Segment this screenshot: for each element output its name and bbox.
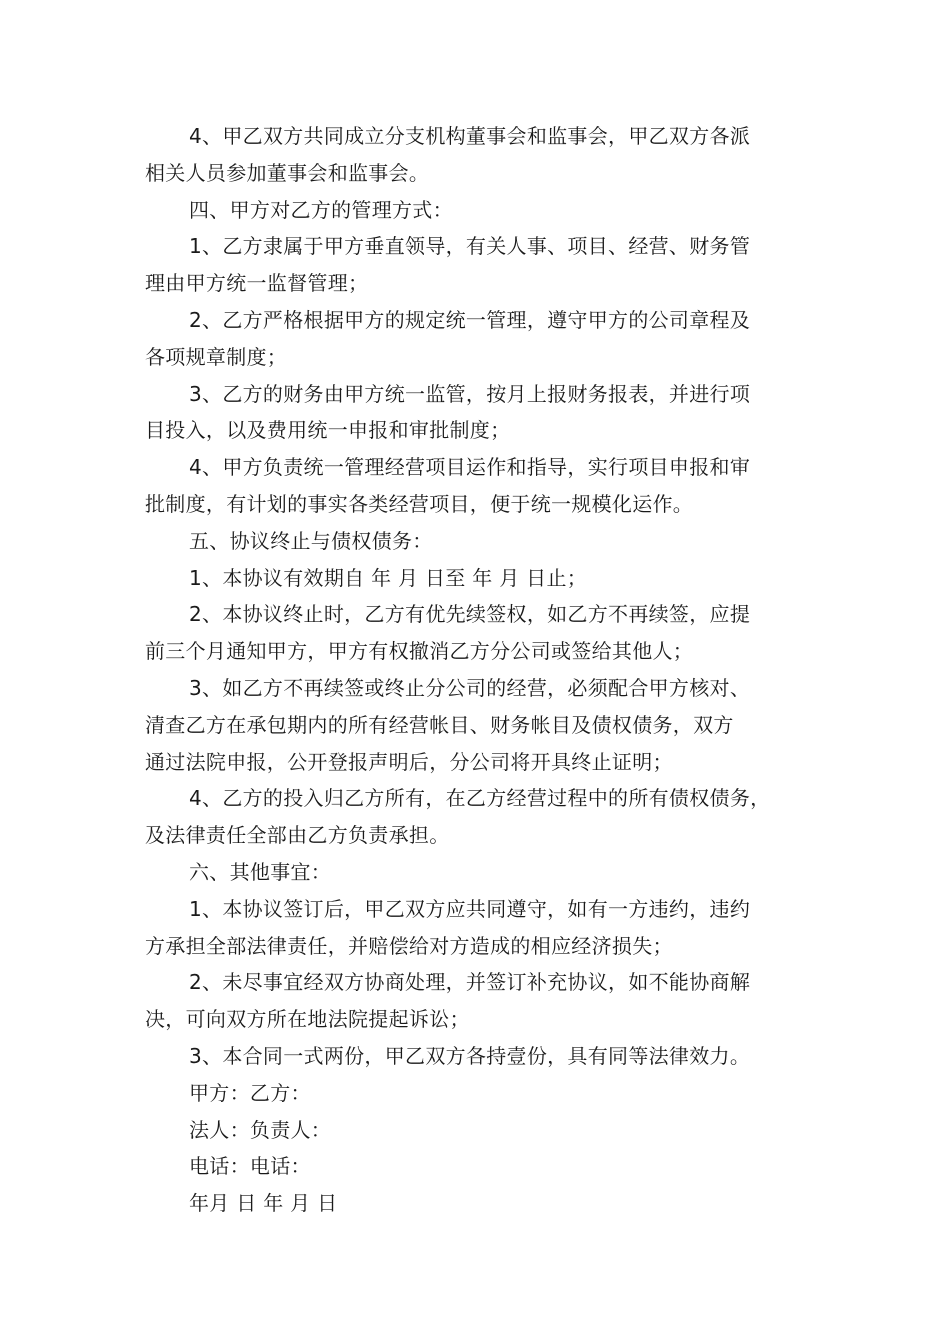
paragraph-line: 清查乙方在承包期内的所有经营帐目、财务帐目及债权债务，双方 (145, 712, 734, 737)
section-heading: 六、其他事宜： (189, 859, 332, 884)
signature-legal-rep-line: 法人：负责人： (189, 1117, 332, 1142)
paragraph-line: 1、乙方隶属于甲方垂直领导，有关人事、项目、经营、财务管 (189, 234, 751, 259)
paragraph-line: 4、甲方负责统一管理经营项目运作和指导，实行项目申报和审 (189, 455, 751, 480)
signature-phone-line: 电话：电话： (189, 1154, 311, 1179)
section-heading: 五、协议终止与债权债务： (189, 528, 433, 553)
paragraph-line: 4、乙方的投入归乙方所有，在乙方经营过程中的所有债权债务， (189, 786, 771, 811)
paragraph-line: 4、甲乙双方共同成立分支机构董事会和监事会，甲乙双方各派 (189, 124, 751, 148)
paragraph-line: 决，可向双方所在地法院提起诉讼； (145, 1007, 470, 1032)
paragraph-line: 相关人员参加董事会和监事会。 (145, 160, 430, 185)
paragraph-line: 2、未尽事宜经双方协商处理，并签订补充协议，如不能协商解 (189, 970, 751, 995)
paragraph-line: 理由甲方统一监督管理； (145, 271, 369, 296)
paragraph-line: 方承担全部法律责任，并赔偿给对方造成的相应经济损失； (145, 933, 673, 958)
signature-party-line: 甲方：乙方： (189, 1080, 311, 1105)
paragraph-line: 目投入，以及费用统一申报和审批制度； (145, 418, 511, 443)
paragraph-line: 2、乙方严格根据甲方的规定统一管理，遵守甲方的公司章程及 (189, 307, 751, 332)
paragraph-line: 1、本协议有效期自 年 月 日至 年 月 日止； (189, 565, 588, 590)
paragraph-line: 通过法院申报，公开登报声明后，分公司将开具终止证明； (145, 749, 673, 774)
paragraph-line: 1、本协议签订后，甲乙双方应共同遵守，如有一方违约，违约 (189, 896, 751, 921)
paragraph-line: 3、如乙方不再续签或终止分公司的经营，必须配合甲方核对、 (189, 675, 751, 700)
paragraph-line: 3、乙方的财务由甲方统一监管，按月上报财务报表，并进行项 (189, 381, 751, 406)
document-body (145, 118, 810, 1222)
section-heading: 四、甲方对乙方的管理方式： (189, 197, 453, 222)
paragraph-line: 批制度，有计划的事实各类经营项目，便于统一规模化运作。 (145, 491, 694, 516)
paragraph-line: 前三个月通知甲方，甲方有权撤消乙方分公司或签给其他人； (145, 639, 694, 664)
paragraph-line: 各项规章制度； (145, 344, 288, 369)
paragraph-line: 2、本协议终止时，乙方有优先续签权，如乙方不再续签，应提 (189, 602, 751, 627)
signature-date-line: 年月 日 年 月 日 (189, 1191, 338, 1216)
paragraph-line: 3、本合同一式两份，甲乙双方各持壹份，具有同等法律效力。 (189, 1043, 751, 1068)
paragraph-line: 及法律责任全部由乙方负责承担。 (145, 823, 450, 848)
